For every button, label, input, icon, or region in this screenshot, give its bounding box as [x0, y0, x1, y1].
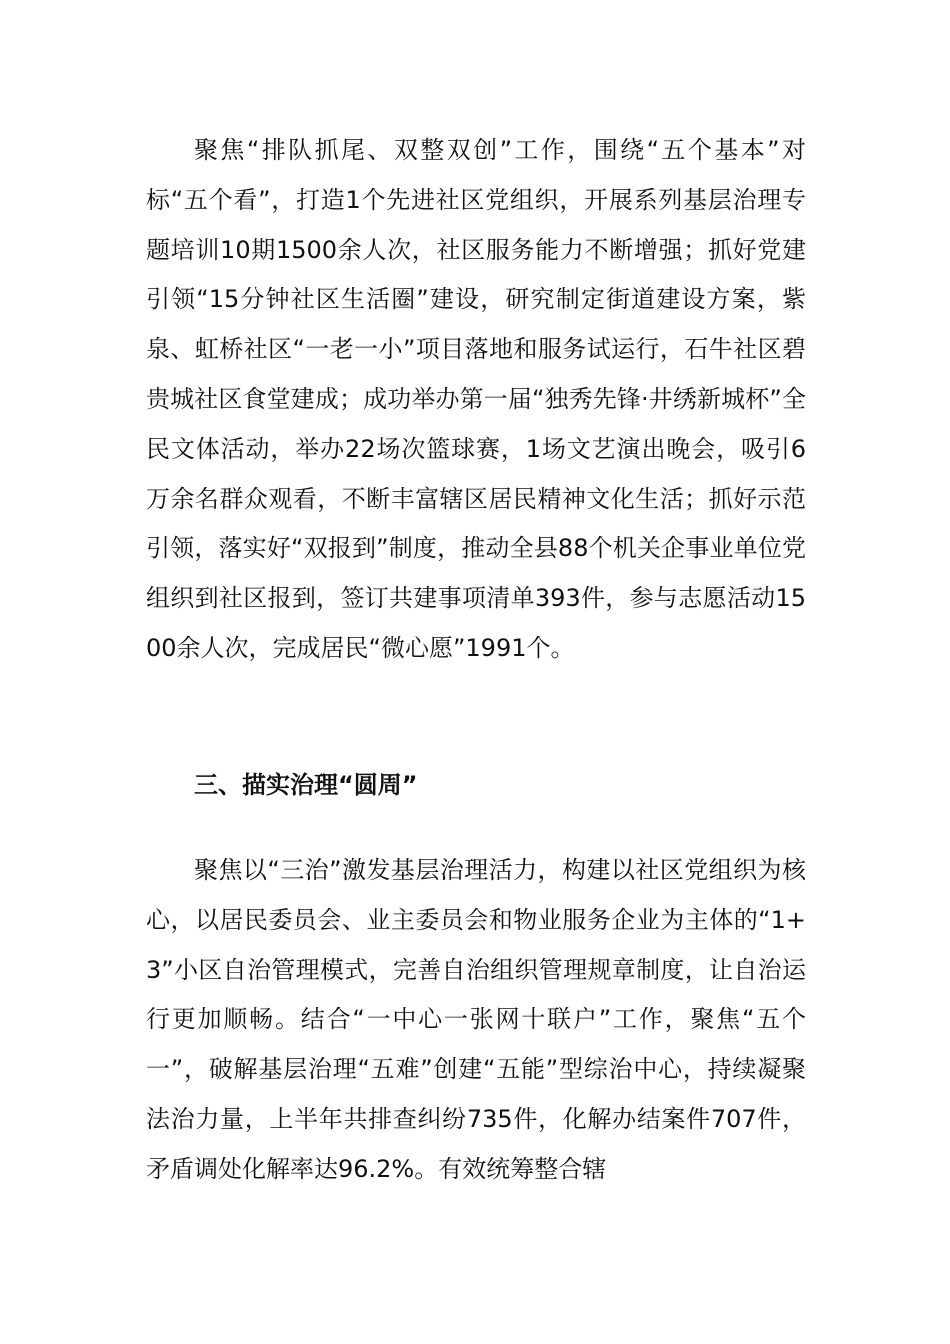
- section-heading: 三、描实治理“圆周”: [194, 771, 418, 799]
- body-paragraph-2: 聚焦以“三治”激发基层治理活力，构建以社区党组织为核心，以居民委员会、业主委员会和物业服务企业为主体的“1+3”小区自治管理模式，完善自治组织管理规章制度，让自治运行更加顺畅。结合“一中心一张网十联户”工作，聚焦“五个一”，破解基层治理“五难”创建“五能”型综治中心，持续凝聚法治力量，上半年共排查纠纷735件，化解办结案件707件，矛盾调处化解率达96.2%。有效统筹整合辖: [146, 856, 806, 1183]
- body-paragraph-1: 聚焦“排队抓尾、双整双创”工作，围绕“五个基本”对标“五个看”，打造1个先进社区党组织，开展系列基层治理专题培训10期1500余人次，社区服务能力不断增强；抓好党建引领“15分钟社区生活圈”建设，研究制定街道建设方案，紫泉、虹桥社区“一老一小”项目落地和服务试运行，石牛社区碧贵城社区食堂建成；成功举办第一届“独秀先锋·井绣新城杯”全民文体活动，举办22场次篮球赛，1场文艺演出晚会，吸引6万余名群众观看，不断丰富辖区居民精神文化生活；抓好示范引领，落实好“双报到”制度，推动全县88个机关企事业单位党组织到社区报到，签订共建事项清单393件，参与志愿活动1500余人次，完成居民“微心愿”1991个。: [146, 136, 806, 662]
